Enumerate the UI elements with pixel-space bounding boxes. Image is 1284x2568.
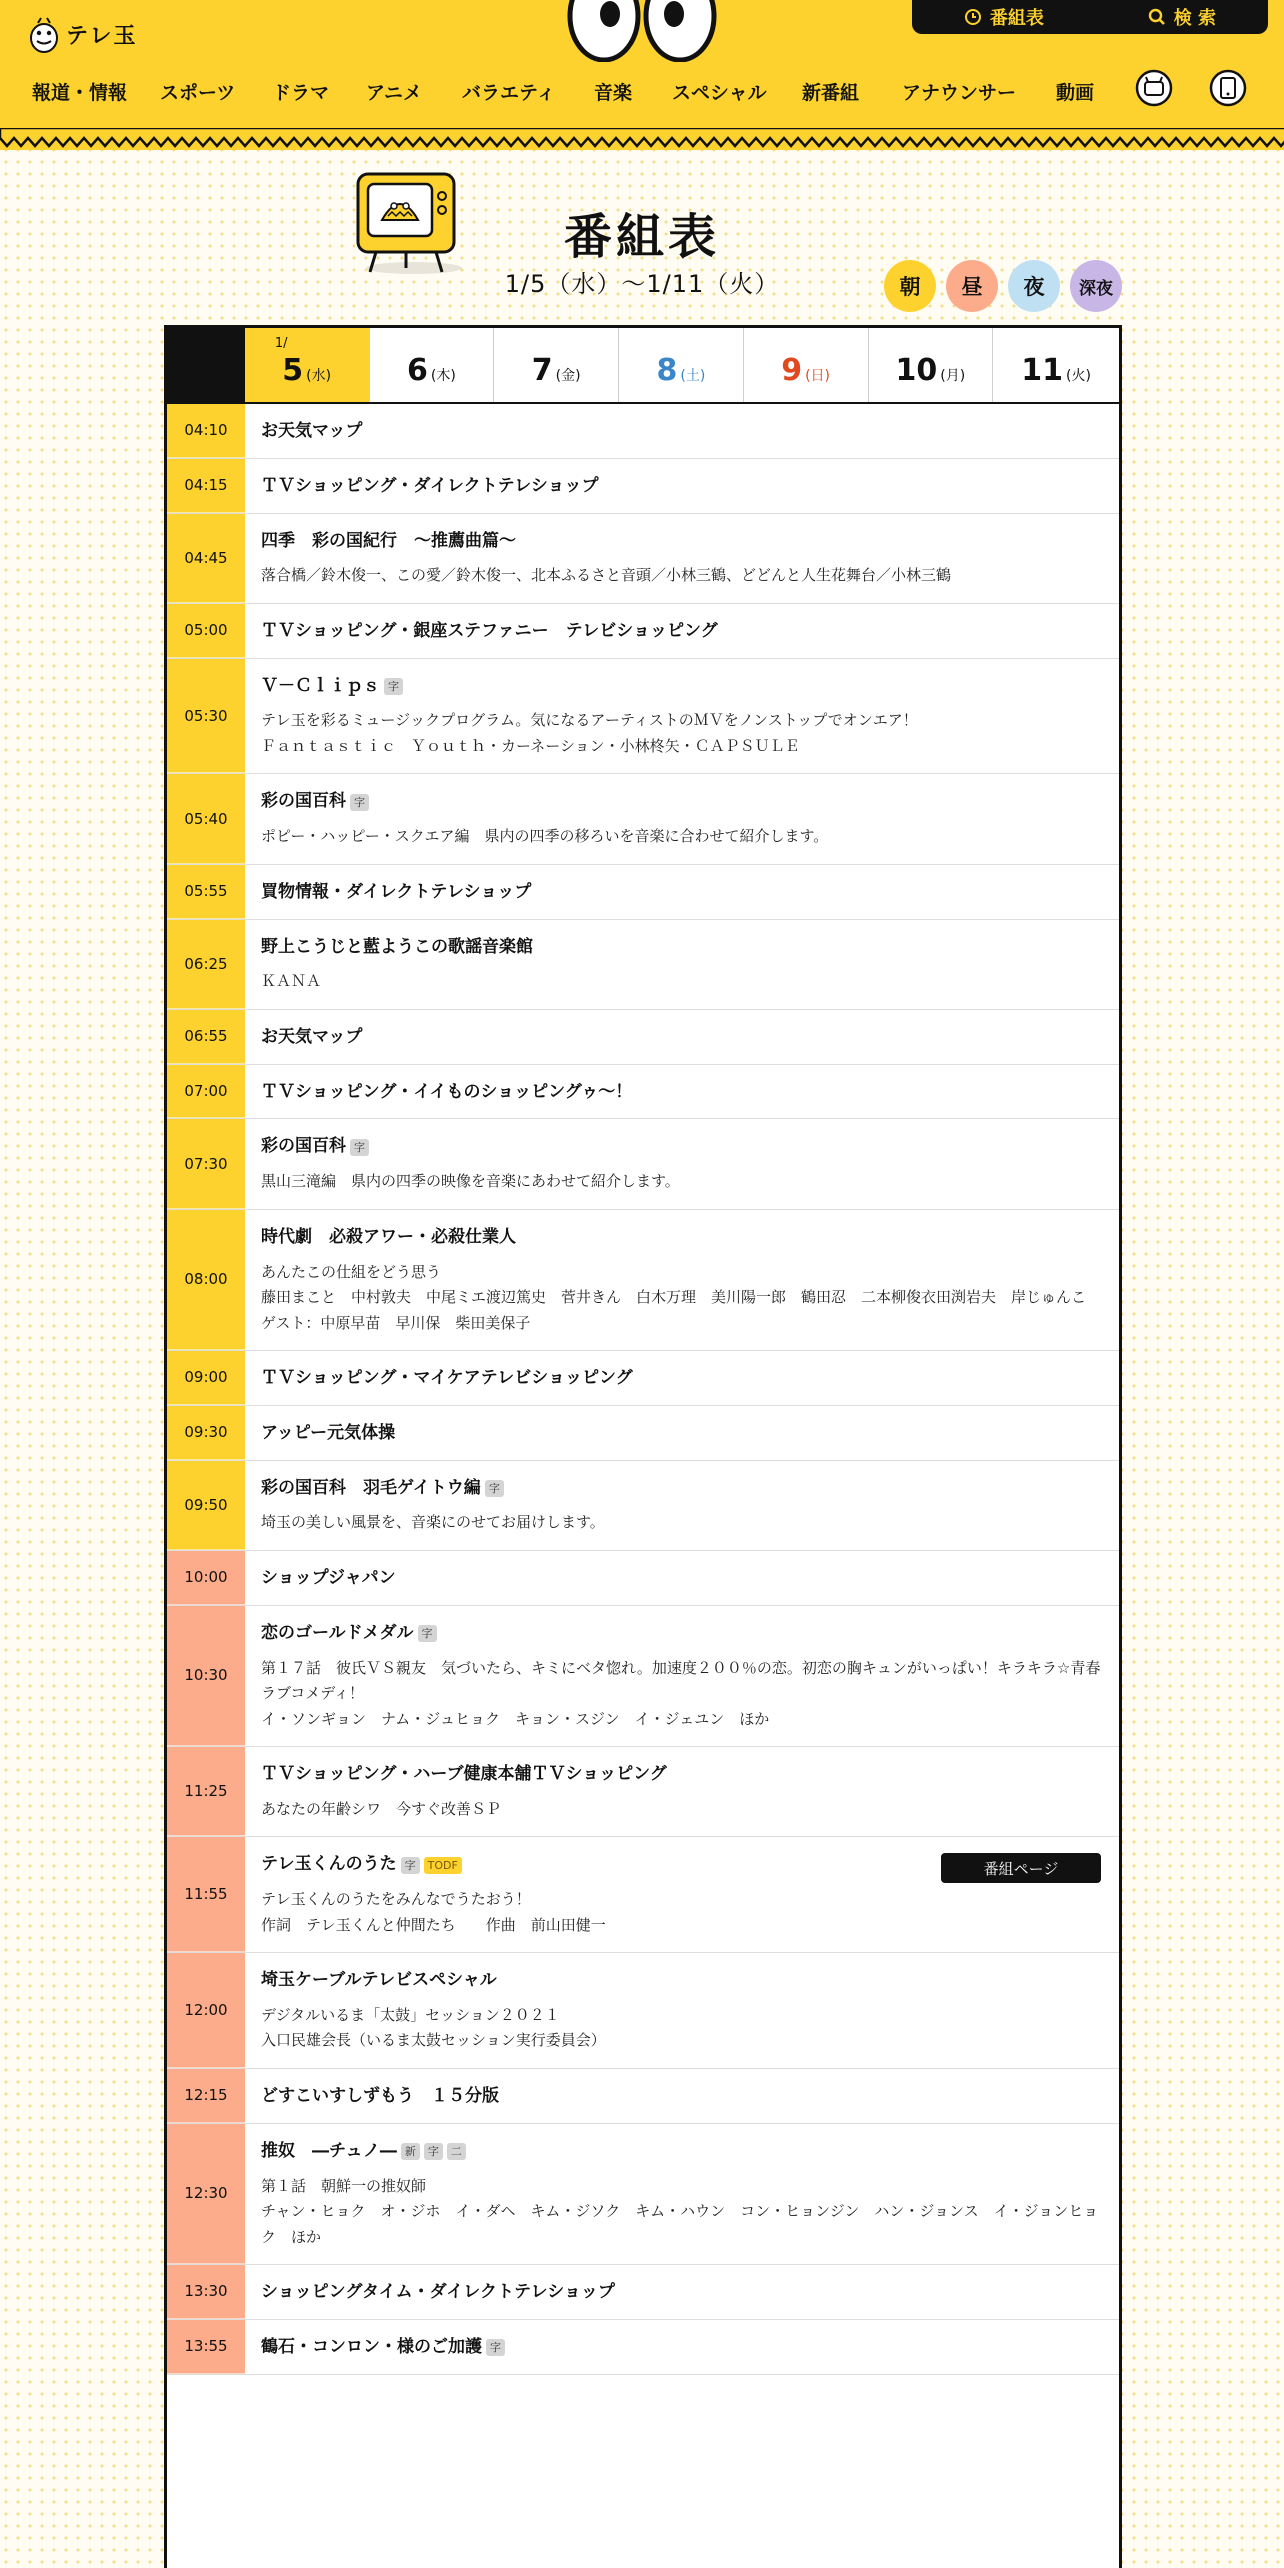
program-row (167, 1606, 1119, 1747)
program-time: 10:30 (167, 1606, 245, 1746)
nav-variety[interactable]: バラエティ (462, 82, 556, 104)
page-title: 番組表 (563, 209, 720, 265)
program-description-line: 第１話 朝鮮一の推奴師 (261, 2176, 427, 2195)
program-title (261, 2281, 1101, 2305)
program-description (261, 824, 1101, 850)
program-title-text[interactable]: 彩の国百科 (261, 1136, 346, 1157)
program-body (245, 459, 1119, 513)
program-row (167, 1119, 1119, 1209)
program-badge: 字 (350, 1139, 369, 1156)
site-header (0, 0, 1284, 150)
program-description (261, 1887, 1101, 1938)
program-body (245, 920, 1119, 1009)
program-title-text[interactable]: アッピー元気体操 (261, 1422, 396, 1443)
program-body (245, 1606, 1119, 1746)
time-filter-button[interactable]: 夜 (1008, 260, 1060, 312)
program-description-line: Ｆａｎｔａｓｔｉｃ Ｙｏｕｔｈ・カーネーション・小林柊矢・ＣＡＰＳＵＬＥ (261, 736, 800, 755)
program-page-button[interactable]: 番組ページ (941, 1853, 1101, 1883)
program-title (261, 1477, 1101, 1501)
program-row (167, 1461, 1119, 1551)
day-tab[interactable] (869, 328, 994, 402)
program-body (245, 1065, 1119, 1119)
program-body (245, 865, 1119, 919)
program-description-line: テレ玉を彩るミュージックプログラム。気になるアーティストのＭＶをノンストップでオンエア！ (261, 711, 918, 730)
program-title (261, 2085, 1101, 2109)
program-title (261, 620, 1101, 644)
program-time: 05:40 (167, 774, 245, 863)
program-description-line: テレ玉くんのうたをみんなでうたおう！ (261, 1890, 531, 1909)
program-title (261, 790, 1101, 814)
program-time: 08:00 (167, 1210, 245, 1350)
program-description-line: イ・ソンギョン ナム・ジュヒョク キョン・スジン イ・ジェユン ほか (261, 1709, 770, 1728)
program-title (261, 881, 1101, 905)
program-row (167, 1406, 1119, 1461)
program-title (261, 1567, 1101, 1591)
day-weekday: (月) (940, 368, 966, 384)
schedule-table (164, 325, 1122, 2568)
program-row (167, 1065, 1119, 1120)
day-number: 8 (656, 353, 678, 388)
nav-video[interactable]: 動画 (1056, 82, 1095, 104)
program-description (261, 2003, 1101, 2054)
program-body (245, 774, 1119, 863)
program-title-text[interactable]: ＴＶショッピング・ハーブ健康本舗ＴＶショッピング (261, 1764, 667, 1785)
program-title-text[interactable]: ＴＶショッピング・マイケアテレビショッピング (261, 1368, 633, 1389)
program-badge: 新 (401, 2143, 420, 2160)
program-time: 05:00 (167, 604, 245, 658)
top-utility-bar (912, 0, 1268, 34)
program-title (261, 2140, 1101, 2164)
program-description (261, 1510, 1101, 1536)
program-description (261, 708, 1101, 759)
program-title-text[interactable]: 買物情報・ダイレクトテレショップ (261, 881, 532, 902)
program-badge: 字 (401, 1857, 420, 1874)
program-body (245, 659, 1119, 774)
program-body (245, 1953, 1119, 2068)
program-description (261, 969, 1101, 995)
program-body (245, 604, 1119, 658)
program-title-text[interactable]: 鶴石・コンロン・様のご加護 (261, 2336, 482, 2357)
program-description-line: あなたの年齢シワ 今すぐ改善ＳＰ (261, 1799, 502, 1818)
program-title (261, 1226, 1101, 1250)
schedule-button[interactable] (964, 4, 1044, 30)
program-time: 06:55 (167, 1010, 245, 1064)
program-row (167, 1351, 1119, 1406)
program-title (261, 475, 1101, 499)
day-number: 11 (1021, 353, 1063, 388)
program-description-line: 入口民雄会長（いるま太鼓セッション実行委員会） (261, 2031, 606, 2050)
program-time: 12:30 (167, 2124, 245, 2264)
program-description (261, 1169, 1101, 1195)
program-title-text[interactable]: お天気マップ (261, 421, 363, 441)
nav-announcers[interactable]: アナウンサー (902, 82, 1017, 104)
program-title-text[interactable]: 彩の国百科 (261, 791, 346, 812)
program-body (245, 1119, 1119, 1208)
program-time: 04:10 (167, 404, 245, 458)
program-description-line: デジタルいるま「太鼓」セッション２０２１ (261, 2005, 560, 2024)
mascot-icon (28, 14, 60, 54)
program-row (167, 774, 1119, 864)
time-filter-button[interactable]: 深夜 (1070, 260, 1122, 312)
program-title (261, 1081, 1101, 1105)
program-time: 05:55 (167, 865, 245, 919)
program-title-text[interactable]: 埼玉ケーブルテレビスペシャル (261, 1970, 497, 1991)
program-title (261, 675, 1101, 699)
program-description-line: ポピー・ハッピー・スクエア編 県内の四季の移ろいを音楽に合わせて紹介します。 (261, 827, 829, 846)
program-body (245, 2320, 1119, 2374)
program-row (167, 2124, 1119, 2265)
program-title-text[interactable]: 推奴 ―チュノ― (261, 2140, 397, 2161)
nav-sports[interactable]: スポーツ (160, 82, 236, 104)
program-body (245, 514, 1119, 603)
program-description (261, 2174, 1101, 2251)
program-description (261, 1260, 1101, 1337)
program-description-line: 作詞 テレ玉くんと仲間たち 作曲 前山田健一 (261, 1915, 606, 1934)
program-badge: 字 (485, 1480, 504, 1497)
program-row (167, 1747, 1119, 1837)
program-title-text[interactable]: ＴＶショッピング・銀座ステファニー テレビショッピング (261, 620, 718, 641)
program-title (261, 1622, 1101, 1646)
program-title-text[interactable]: 野上こうじと藍ようこの歌謡音楽館 (261, 936, 533, 957)
program-body (245, 1747, 1119, 1836)
day-number: 6 (407, 353, 428, 388)
program-description-line: チャン・ヒョク オ・ジホ イ・ダヘ キム・ジソク キム・ハウン コン・ヒョンジン ハン・ジョンス イ・ジョンヒョク ほか (261, 2202, 1099, 2246)
program-description-line: ＫＡＮＡ (261, 972, 322, 991)
day-number: 7 (531, 353, 553, 388)
program-title (261, 1422, 1101, 1446)
program-body (245, 1210, 1119, 1350)
program-row (167, 1551, 1119, 1606)
day-weekday: (金) (555, 368, 581, 384)
program-title-text[interactable]: 四季 彩の国紀行 ～推薦曲篇～ (261, 530, 516, 551)
nav-new-programs[interactable]: 新番組 (802, 82, 860, 104)
day-tabs (167, 328, 1119, 404)
program-time: 07:30 (167, 1119, 245, 1208)
program-description (261, 563, 1101, 589)
program-badge: 二 (447, 2143, 466, 2160)
program-row (167, 1837, 1119, 1953)
day-weekday: (土) (680, 368, 706, 384)
program-description (261, 1656, 1101, 1733)
program-title (261, 1969, 1101, 1993)
program-title (261, 1135, 1101, 1159)
program-badge: 字 (424, 2143, 443, 2160)
program-list (167, 404, 1119, 2375)
program-title (261, 936, 1101, 960)
program-time: 10:00 (167, 1551, 245, 1605)
program-title (261, 1367, 1101, 1391)
nav-special[interactable]: スペシャル (672, 82, 767, 104)
tv-app-badge-icon[interactable] (1208, 66, 1248, 110)
program-badge: 字 (350, 794, 369, 811)
main-nav (0, 72, 1284, 112)
program-body (245, 1461, 1119, 1550)
program-body (245, 404, 1119, 458)
logo-text: テレ玉 (66, 23, 138, 49)
program-description-line: 黒山三滝編 県内の四季の映像を音楽にあわせて紹介します。 (261, 1172, 680, 1191)
program-row (167, 404, 1119, 459)
nav-news[interactable]: 報道・情報 (32, 82, 128, 104)
program-title-text[interactable]: Ｖ－Ｃｌｉｐｓ (261, 675, 380, 696)
program-title-text[interactable]: ＴＶショッピング・ダイレクトテレショップ (261, 475, 599, 496)
day-weekday: (火) (1066, 368, 1091, 384)
program-row (167, 920, 1119, 1010)
day-number: 9 (781, 353, 803, 388)
day-weekday: (水) (306, 368, 332, 384)
nav-drama[interactable]: ドラマ (272, 82, 330, 104)
program-title (261, 1763, 1101, 1787)
program-title (261, 1026, 1101, 1050)
program-body (245, 1406, 1119, 1460)
program-time: 13:30 (167, 2265, 245, 2319)
program-body (245, 1551, 1119, 1605)
program-description-line: 落合橋／鈴木俊一、この愛／鈴木俊一、北本ふるさと音頭／小林三鶴、どどんと人生花舞台／小林三鶴 (261, 566, 952, 585)
program-time: 05:30 (167, 659, 245, 774)
program-body (245, 2069, 1119, 2123)
program-row (167, 1010, 1119, 1065)
program-row (167, 2069, 1119, 2124)
program-time: 11:25 (167, 1747, 245, 1836)
nav-music[interactable]: 音楽 (594, 82, 633, 104)
program-title (261, 530, 1101, 554)
program-row (167, 659, 1119, 775)
day-tab[interactable] (993, 328, 1119, 402)
day-weekday: (日) (805, 368, 831, 384)
day-tabs-corner (167, 328, 245, 402)
program-time: 13:55 (167, 2320, 245, 2374)
search-label: 検 索 (1173, 8, 1217, 29)
search-icon (1148, 8, 1166, 26)
program-time: 12:00 (167, 1953, 245, 2068)
program-title-text[interactable]: お天気マップ (261, 1026, 363, 1047)
day-tab[interactable] (370, 328, 495, 402)
program-title-text[interactable]: どすこいすしずもう １５分版 (261, 2085, 499, 2106)
day-tab[interactable] (494, 328, 619, 402)
mascot-eyes-icon (566, 0, 718, 62)
program-description-line: あんたこの仕組をどう思う (261, 1262, 442, 1281)
program-title-text[interactable]: ショッピングタイム・ダイレクトテレショップ (261, 2282, 615, 2303)
header-zigzag-edge (0, 128, 1284, 152)
program-body (245, 1351, 1119, 1405)
search-button[interactable] (1148, 4, 1216, 30)
schedule-label: 番組表 (989, 8, 1044, 29)
program-badge: 字 (486, 2339, 505, 2356)
day-number: 5 (282, 353, 304, 388)
day-tab[interactable] (744, 328, 869, 402)
program-title-text[interactable]: 時代劇 必殺アワー・必殺仕業人 (261, 1226, 516, 1247)
program-badge: 字 (418, 1625, 437, 1642)
time-filter-button[interactable]: 朝 (884, 260, 936, 312)
program-time: 11:55 (167, 1837, 245, 1952)
day-tab[interactable] (619, 328, 744, 402)
program-time: 12:15 (167, 2069, 245, 2123)
program-title-text[interactable]: テレ玉くんのうた (261, 1854, 397, 1875)
day-number: 10 (895, 353, 938, 388)
program-row (167, 865, 1119, 920)
program-row (167, 459, 1119, 514)
clock-icon (964, 8, 982, 26)
program-title (261, 420, 1101, 444)
program-time: 09:00 (167, 1351, 245, 1405)
program-badge: TODF (424, 1857, 462, 1874)
program-description (261, 1797, 1101, 1823)
date-range: 1/5（水）〜1/11（火） (504, 270, 780, 298)
time-of-day-filters (884, 260, 1122, 312)
program-badge: 字 (384, 678, 403, 695)
program-description-line: 藤田まこと 中村敦夫 中尾ミエ渡辺篤史 菅井きん 白木万理 美川陽一郎 鶴田忍 二本柳俊衣田渕岩夫 岸じゅんこ ゲスト：中原早苗 早川保 柴田美保子 (261, 1288, 1102, 1332)
program-description-line: 第１７話 彼氏ＶＳ親友 気づいたら、キミにベタ惚れ。加速度２００％の恋。初恋の胸キュンがいっぱい！キラキラ☆青春ラブコメディ！ (261, 1658, 1101, 1703)
site-logo[interactable] (28, 14, 138, 54)
program-time: 04:45 (167, 514, 245, 603)
program-body (245, 1010, 1119, 1064)
program-time: 09:30 (167, 1406, 245, 1460)
program-row (167, 514, 1119, 604)
program-title (261, 2336, 1101, 2360)
program-row (167, 2320, 1119, 2375)
day-tab[interactable] (245, 328, 370, 402)
program-title-text[interactable]: ショップジャパン (261, 1567, 396, 1588)
program-title-text[interactable]: 彩の国百科 羽毛ゲイトウ編 (261, 1477, 481, 1498)
program-time: 04:15 (167, 459, 245, 513)
program-body (245, 2265, 1119, 2319)
program-body (245, 2124, 1119, 2264)
program-row (167, 604, 1119, 659)
program-title-text[interactable]: ＴＶショッピング・イイものショッピングゥ～！ (261, 1081, 633, 1102)
program-row (167, 1953, 1119, 2069)
program-row (167, 2265, 1119, 2320)
program-time: 06:25 (167, 920, 245, 1009)
program-body (245, 1837, 1119, 1952)
program-title-text[interactable]: 恋のゴールドメダル (261, 1622, 414, 1643)
nav-anime[interactable]: アニメ (366, 82, 423, 104)
program-description-line: 埼玉の美しい風景を、音楽にのせてお届けします。 (261, 1513, 605, 1532)
program-row (167, 1210, 1119, 1351)
program-time: 07:00 (167, 1065, 245, 1119)
tv-dx-badge-icon[interactable] (1134, 66, 1174, 110)
day-month: 1/ (274, 336, 288, 351)
time-filter-button[interactable]: 昼 (946, 260, 998, 312)
program-time: 09:50 (167, 1461, 245, 1550)
day-weekday: (木) (430, 368, 456, 384)
